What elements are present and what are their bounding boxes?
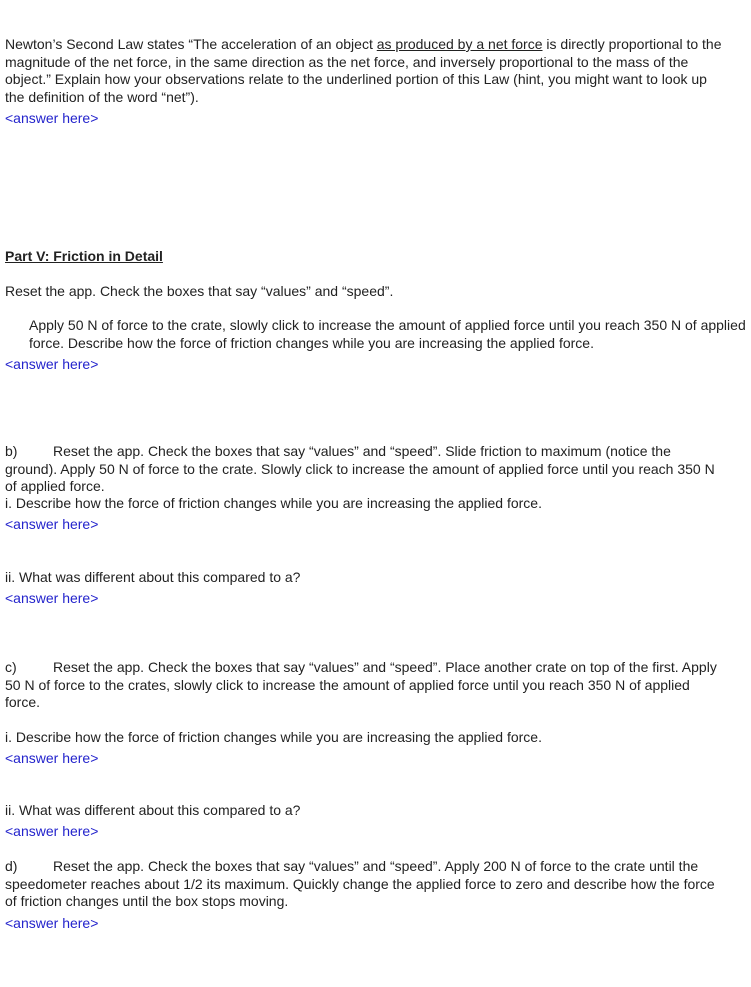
question-c-label: c) [5, 659, 17, 675]
question-a-answer[interactable]: <answer here> [5, 356, 99, 372]
intro-question [5, 36, 725, 106]
question-c-i: i. Describe how the force of friction changes while you are increasing the applied force. [5, 729, 542, 745]
question-b [5, 443, 725, 496]
intro-answer[interactable]: <answer here> [5, 110, 99, 126]
question-d-text: Reset the app. Check the boxes that say “values” and “speed”. Apply 200 N of force to the crate until the speedometer reaches about 1/2 its maximum. Quickly change the applied force to zero and describe how the force of friction changes until the box stops moving. [5, 858, 715, 909]
question-b-i: i. Describe how the force of friction changes while you are increasing the applied force. [5, 495, 542, 511]
question-d-answer[interactable]: <answer here> [5, 915, 99, 931]
question-a-label [5, 317, 29, 335]
question-d [5, 858, 725, 911]
question-c-ii-answer[interactable]: <answer here> [5, 823, 99, 839]
question-b-ii: ii. What was different about this compared to a? [5, 569, 301, 585]
question-a-text: Apply 50 N of force to the crate, slowly click to increase the amount of applied force until you reach 350 N of applied force. Describe how the force of friction changes while you are increasing the applied force. [29, 317, 746, 351]
question-b-i-answer[interactable]: <answer here> [5, 516, 99, 532]
question-c [5, 659, 725, 712]
question-c-ii: ii. What was different about this compared to a? [5, 802, 301, 818]
question-b-text: Reset the app. Check the boxes that say “values” and “speed”. Slide friction to maximum (notice the ground). Apply 50 N of force to the crate. Slowly click to increase the amount of applied force until you reach 350 N of applied force. [5, 443, 715, 494]
question-c-text: Reset the app. Check the boxes that say “values” and “speed”. Place another crate on top of the first. Apply 50 N of force to the crates, slowly click to increase the amount of applied force until you reach 350 N of applied force. [5, 659, 717, 710]
question-a [5, 317, 749, 352]
reset-instruction: Reset the app. Check the boxes that say “values” and “speed”. [5, 283, 394, 299]
intro-text-post: is directly proportional to the magnitude of the net force, in the same direction as the net force, and inversely proportional to the mass of the object.” Explain how your observations relate to the underlined portion of this Law (hint, you might want to look up the definition of the word “net”). [5, 36, 722, 105]
question-b-ii-answer[interactable]: <answer here> [5, 590, 99, 606]
section-heading: Part V: Friction in Detail [5, 248, 163, 264]
question-c-i-answer[interactable]: <answer here> [5, 750, 99, 766]
question-b-label: b) [5, 443, 18, 459]
question-d-label: d) [5, 858, 18, 874]
intro-underlined-phrase: as produced by a net force [376, 36, 543, 52]
intro-text-pre: Newton’s Second Law states “The acceleration of an object [5, 36, 377, 52]
